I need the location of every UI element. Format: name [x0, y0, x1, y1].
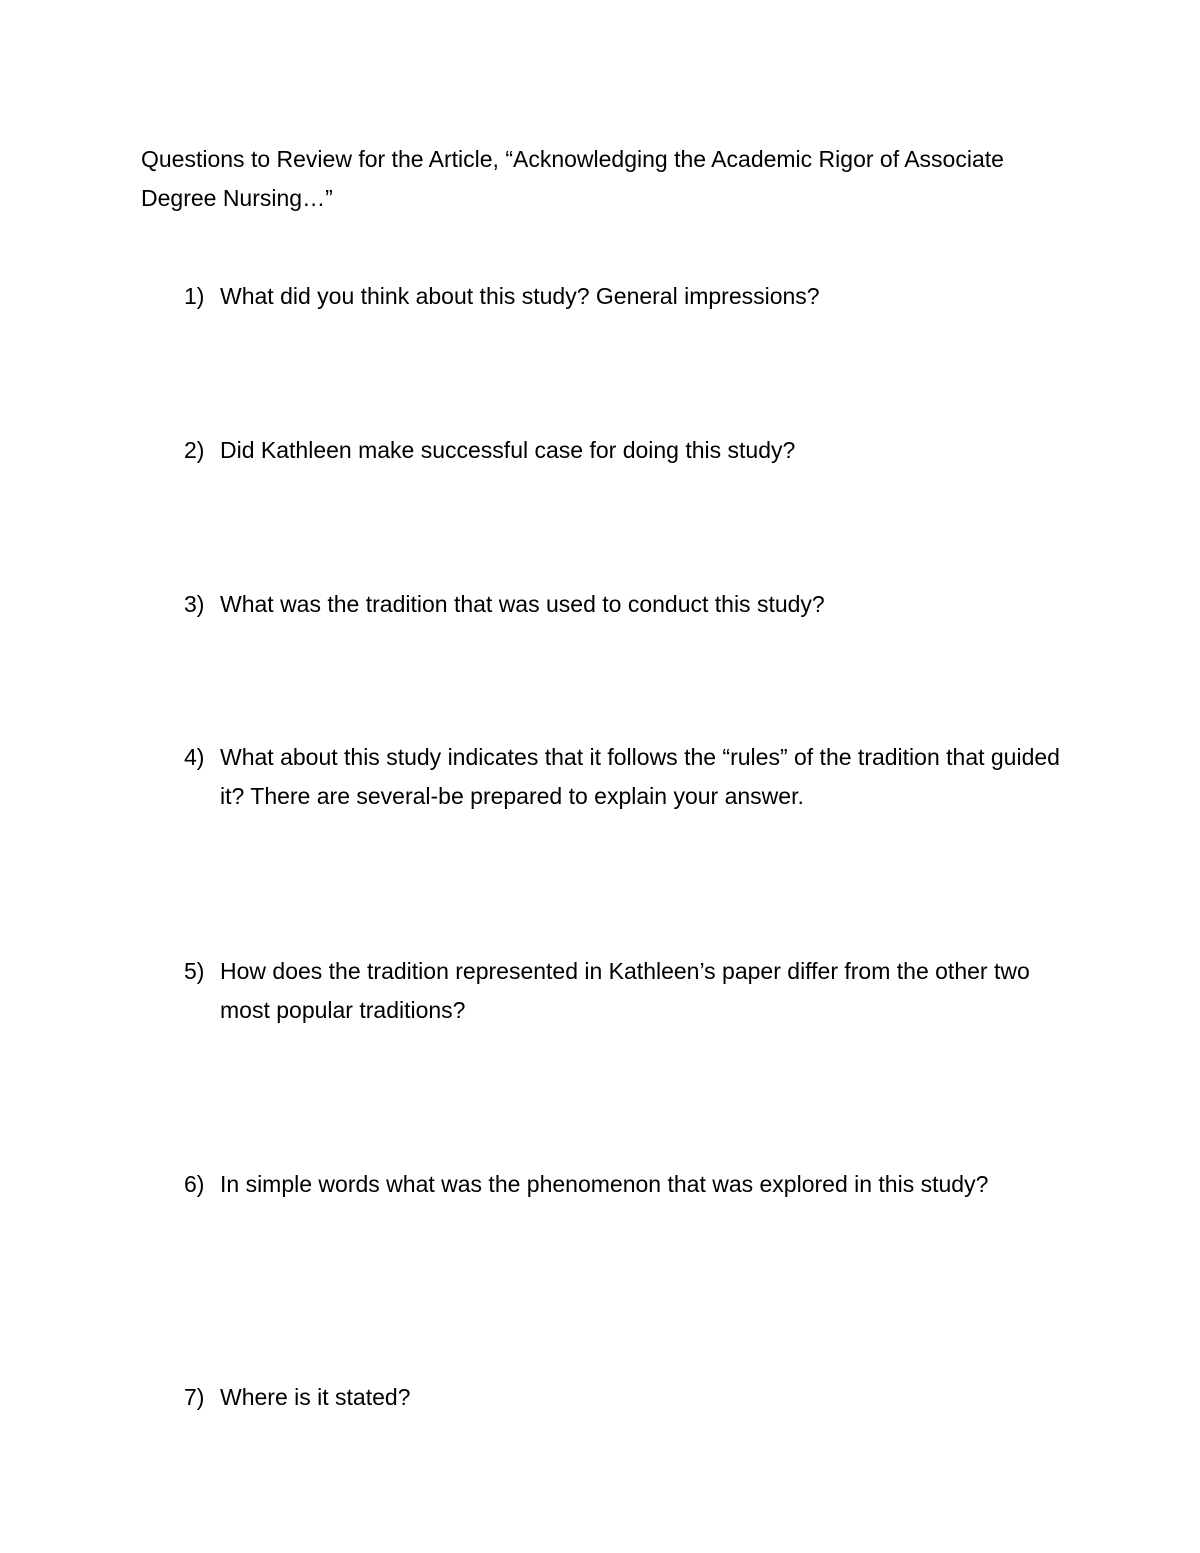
- document-title: Questions to Review for the Article, “Acknowledging the Academic Rigor of Associate Degree Nursing…”: [141, 146, 1004, 211]
- question-number: 7): [184, 1384, 205, 1410]
- question-text: What was the tradition that was used to conduct this study?: [220, 591, 825, 617]
- question-text: Where is it stated?: [220, 1384, 411, 1410]
- question-item: [184, 585, 1064, 624]
- question-number: 1): [184, 283, 205, 309]
- question-item: [184, 1378, 1064, 1417]
- question-text: Did Kathleen make successful case for doing this study?: [220, 437, 796, 463]
- question-text: In simple words what was the phenomenon that was explored in this study?: [220, 1171, 989, 1197]
- question-item: [184, 277, 1064, 316]
- question-number: 3): [184, 591, 205, 617]
- question-text: How does the tradition represented in Kathleen’s paper differ from the other two most popular traditions?: [220, 958, 1030, 1023]
- question-number: 4): [184, 744, 205, 770]
- question-item: [184, 431, 1064, 470]
- question-number: 2): [184, 437, 205, 463]
- question-item: [184, 738, 1064, 816]
- question-text: What did you think about this study? General impressions?: [220, 283, 820, 309]
- question-number: 6): [184, 1171, 205, 1197]
- question-item: [184, 952, 1064, 1030]
- question-number: 5): [184, 958, 205, 984]
- question-text: What about this study indicates that it follows the “rules” of the tradition that guided it? There are several-be prepared to explain your answer.: [220, 744, 1060, 809]
- question-item: [184, 1165, 1064, 1204]
